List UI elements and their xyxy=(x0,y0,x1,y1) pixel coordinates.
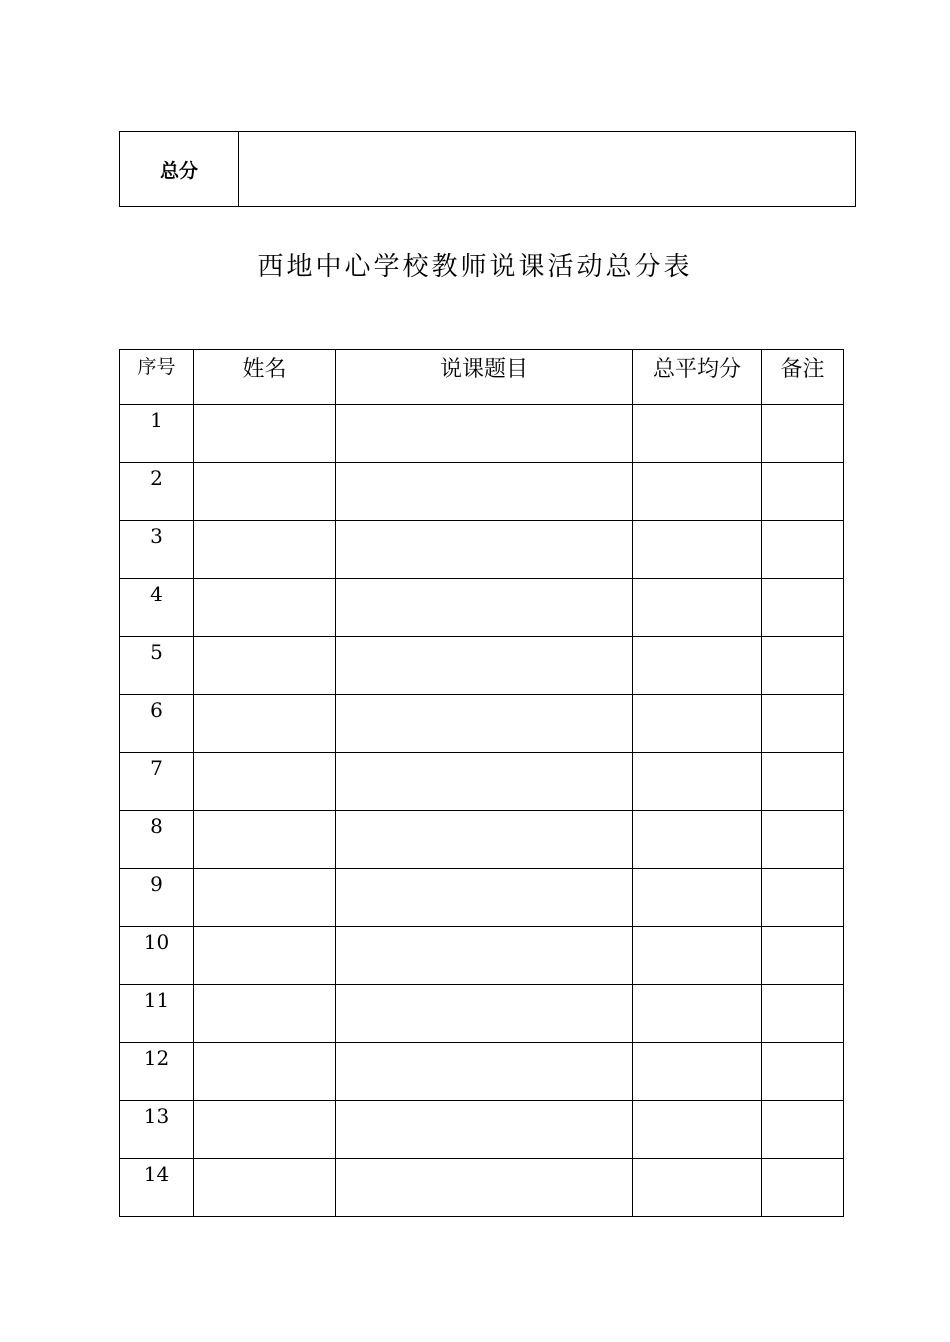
cell-seq: 14 xyxy=(120,1159,194,1217)
cell-note[interactable] xyxy=(762,579,844,637)
table-row xyxy=(120,579,844,637)
cell-name[interactable] xyxy=(194,1159,336,1217)
cell-seq: 5 xyxy=(120,637,194,695)
cell-note[interactable] xyxy=(762,927,844,985)
cell-topic[interactable] xyxy=(336,869,633,927)
table-body xyxy=(120,405,844,1217)
cell-topic[interactable] xyxy=(336,579,633,637)
cell-topic[interactable] xyxy=(336,927,633,985)
cell-topic[interactable] xyxy=(336,985,633,1043)
table-row xyxy=(120,1159,844,1217)
cell-name[interactable] xyxy=(194,1101,336,1159)
cell-note[interactable] xyxy=(762,1043,844,1101)
cell-average[interactable] xyxy=(633,985,762,1043)
cell-topic[interactable] xyxy=(336,753,633,811)
score-table xyxy=(119,349,844,1217)
cell-topic[interactable] xyxy=(336,1159,633,1217)
cell-average[interactable] xyxy=(633,579,762,637)
table-row xyxy=(120,753,844,811)
cell-topic[interactable] xyxy=(336,1043,633,1101)
table-row xyxy=(120,695,844,753)
cell-average[interactable] xyxy=(633,637,762,695)
cell-name[interactable] xyxy=(194,753,336,811)
cell-note[interactable] xyxy=(762,463,844,521)
table-row xyxy=(120,1101,844,1159)
table-row xyxy=(120,463,844,521)
cell-average[interactable] xyxy=(633,1043,762,1101)
cell-name[interactable] xyxy=(194,405,336,463)
table-row xyxy=(120,985,844,1043)
cell-average[interactable] xyxy=(633,695,762,753)
cell-note[interactable] xyxy=(762,753,844,811)
cell-note[interactable] xyxy=(762,985,844,1043)
cell-note[interactable] xyxy=(762,521,844,579)
cell-average[interactable] xyxy=(633,1159,762,1217)
cell-note[interactable] xyxy=(762,869,844,927)
header-note: 备注 xyxy=(762,350,844,405)
cell-topic[interactable] xyxy=(336,637,633,695)
cell-average[interactable] xyxy=(633,869,762,927)
cell-topic[interactable] xyxy=(336,1101,633,1159)
cell-topic[interactable] xyxy=(336,695,633,753)
total-score-label: 总分 xyxy=(120,132,239,206)
cell-topic[interactable] xyxy=(336,463,633,521)
cell-name[interactable] xyxy=(194,927,336,985)
table-row xyxy=(120,927,844,985)
cell-seq: 6 xyxy=(120,695,194,753)
cell-note[interactable] xyxy=(762,405,844,463)
cell-average[interactable] xyxy=(633,463,762,521)
cell-seq: 2 xyxy=(120,463,194,521)
cell-average[interactable] xyxy=(633,1101,762,1159)
cell-average[interactable] xyxy=(633,811,762,869)
table-row xyxy=(120,1043,844,1101)
table-header-row xyxy=(120,350,844,405)
cell-note[interactable] xyxy=(762,1101,844,1159)
cell-topic[interactable] xyxy=(336,811,633,869)
cell-name[interactable] xyxy=(194,579,336,637)
cell-name[interactable] xyxy=(194,637,336,695)
cell-average[interactable] xyxy=(633,521,762,579)
cell-seq: 1 xyxy=(120,405,194,463)
cell-seq: 11 xyxy=(120,985,194,1043)
cell-note[interactable] xyxy=(762,1159,844,1217)
cell-seq: 3 xyxy=(120,521,194,579)
cell-name[interactable] xyxy=(194,985,336,1043)
table-row xyxy=(120,521,844,579)
cell-topic[interactable] xyxy=(336,521,633,579)
total-score-value[interactable] xyxy=(239,132,855,206)
total-score-box xyxy=(119,131,856,207)
cell-topic[interactable] xyxy=(336,405,633,463)
cell-average[interactable] xyxy=(633,753,762,811)
cell-average[interactable] xyxy=(633,405,762,463)
cell-seq: 10 xyxy=(120,927,194,985)
header-average: 总平均分 xyxy=(633,350,762,405)
cell-seq: 13 xyxy=(120,1101,194,1159)
table-row xyxy=(120,637,844,695)
table-row xyxy=(120,869,844,927)
table-row xyxy=(120,405,844,463)
table-row xyxy=(120,811,844,869)
cell-seq: 9 xyxy=(120,869,194,927)
cell-name[interactable] xyxy=(194,1043,336,1101)
cell-seq: 7 xyxy=(120,753,194,811)
cell-seq: 12 xyxy=(120,1043,194,1101)
header-seq: 序号 xyxy=(120,350,194,405)
cell-average[interactable] xyxy=(633,927,762,985)
cell-name[interactable] xyxy=(194,463,336,521)
cell-note[interactable] xyxy=(762,637,844,695)
header-topic: 说课题目 xyxy=(336,350,633,405)
cell-name[interactable] xyxy=(194,869,336,927)
page-title: 西地中心学校教师说课活动总分表 xyxy=(257,252,693,282)
cell-name[interactable] xyxy=(194,521,336,579)
cell-seq: 8 xyxy=(120,811,194,869)
cell-name[interactable] xyxy=(194,811,336,869)
header-name: 姓名 xyxy=(194,350,336,405)
cell-seq: 4 xyxy=(120,579,194,637)
cell-note[interactable] xyxy=(762,811,844,869)
cell-name[interactable] xyxy=(194,695,336,753)
cell-note[interactable] xyxy=(762,695,844,753)
